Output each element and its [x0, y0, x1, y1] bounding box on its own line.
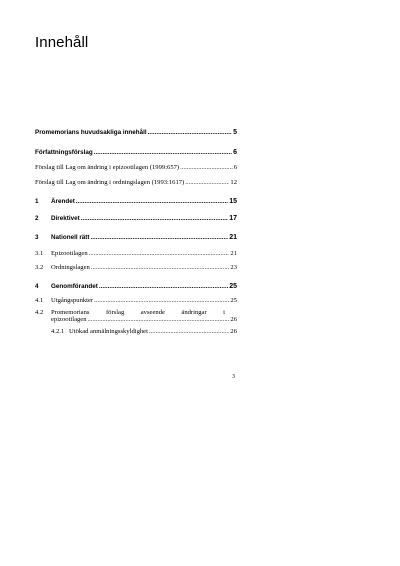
toc-entry: [35, 164, 237, 171]
toc-entry: [35, 297, 237, 304]
toc-leader: [94, 149, 232, 156]
toc-entry-title: Utökad anmälningsskyldighet: [69, 328, 148, 335]
page-number: 3: [232, 374, 235, 380]
toc-entry-number: 3: [35, 234, 39, 241]
toc-entry-title: Utgångspunkter: [51, 297, 94, 304]
page-title: Innehåll: [35, 34, 89, 51]
toc-entry-title: Förslag till Lag om ändring i epizootilagen (1999:657): [35, 164, 180, 171]
toc-entry-page: 21: [229, 234, 237, 241]
toc-entry-title: Direktivet: [51, 215, 80, 222]
toc-leader: [91, 264, 230, 271]
toc-entry-number: 2: [35, 215, 39, 222]
toc-leader: [89, 250, 230, 257]
toc-entry-number: 3.1: [35, 250, 44, 257]
toc-entry-page: 21: [230, 250, 237, 257]
toc-leader: [91, 234, 229, 241]
toc-entry-page: 25: [230, 297, 237, 304]
toc-entry-title: Förslag till Lag om ändring i ordningslagen (1993:1617): [35, 179, 185, 186]
toc-entry-page: 26: [230, 316, 237, 323]
toc-entry-page: 6: [233, 149, 237, 156]
toc-entry-title-continuation: epizootilagen: [51, 316, 87, 323]
toc-leader: [88, 316, 230, 323]
toc-leader: [185, 179, 229, 186]
toc-entry: [35, 250, 237, 257]
toc-entry-number: 4: [35, 283, 39, 290]
toc-leader: [149, 328, 229, 335]
toc-entry-title: Promemorians huvudsakliga innehåll: [35, 129, 147, 136]
toc-leader: [180, 164, 233, 171]
toc-entry: [35, 264, 237, 271]
toc-entry-title: Promemorians förslag avseende ändringar i: [51, 309, 225, 316]
toc-entry: [35, 149, 237, 156]
toc-entry-number: 4.2: [35, 309, 44, 316]
toc-entry: [35, 129, 237, 136]
toc-entry: [35, 234, 237, 241]
toc-entry-page: 17: [229, 215, 237, 222]
toc-entry-page: 5: [233, 129, 237, 136]
toc-entry-page: 15: [229, 198, 237, 205]
toc-entry-title: Epizootilagen: [51, 250, 88, 257]
toc-entry-number: 1: [35, 198, 39, 205]
toc-entry-page: 25: [229, 283, 237, 290]
toc-leader: [94, 297, 229, 304]
toc-entry-title: Genomförandet: [51, 283, 98, 290]
toc-entry-number: 3.2: [35, 264, 44, 271]
toc-entry-number: 4.2.1: [51, 328, 65, 335]
toc-leader: [76, 198, 228, 205]
toc-entry-page: 6: [233, 164, 237, 171]
toc-entry-page: 26: [230, 328, 237, 335]
toc-entry-title: Författningsförslag: [35, 149, 93, 156]
toc-entry-title: Ärendet: [51, 198, 75, 205]
toc-entry-page: 12: [230, 179, 237, 186]
toc-entry: [35, 309, 237, 323]
toc-entry: [35, 179, 237, 186]
toc-entry-page: 23: [230, 264, 237, 271]
toc-entry: [51, 328, 237, 335]
toc-leader: [148, 129, 232, 136]
toc-entry-title: Ordningslagen: [51, 264, 90, 271]
toc-entry: [35, 215, 237, 222]
toc-entry: [35, 198, 237, 205]
toc-entry-number: 4.1: [35, 297, 44, 304]
toc-entry-title: Nationell rätt: [51, 234, 90, 241]
toc-entry: [35, 283, 237, 290]
toc-leader: [81, 215, 229, 222]
toc-leader: [99, 283, 228, 290]
